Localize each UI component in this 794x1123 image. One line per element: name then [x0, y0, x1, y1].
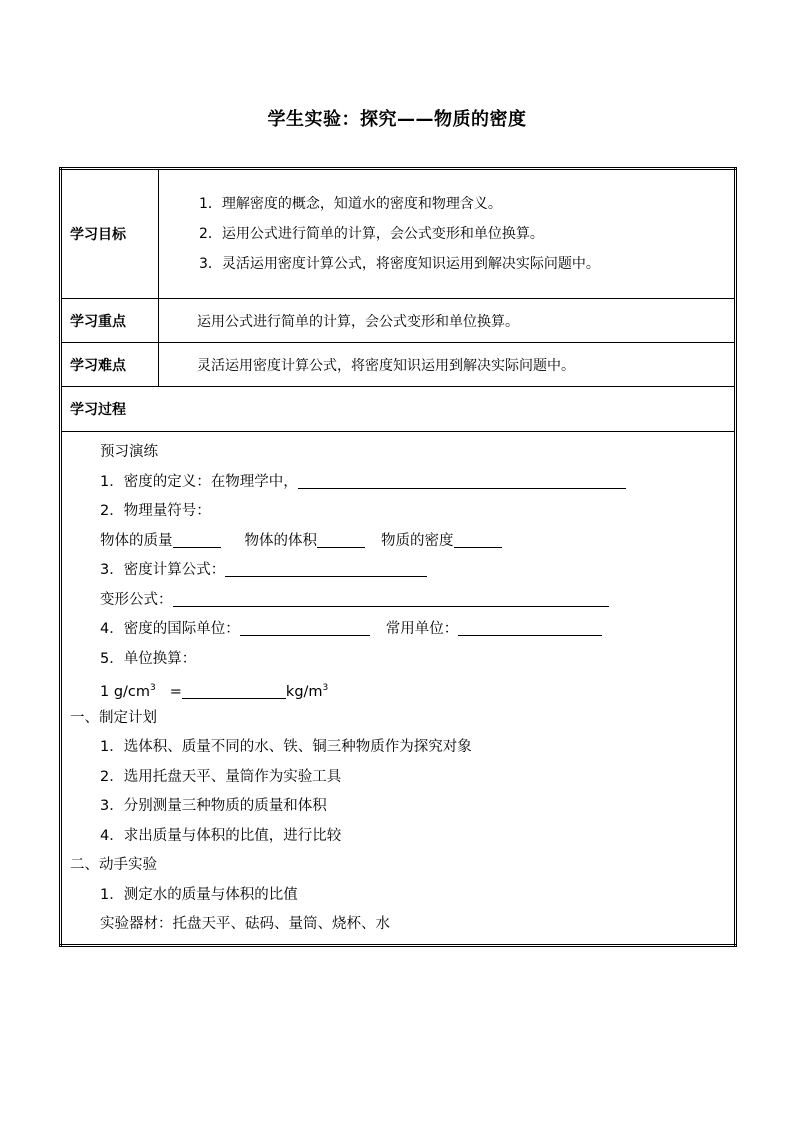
- equals-sign: =: [169, 683, 182, 700]
- conversion-right: kg/m: [285, 683, 323, 700]
- blank-field[interactable]: [454, 531, 502, 548]
- blank-field[interactable]: [182, 682, 286, 699]
- blank-field[interactable]: [173, 590, 609, 607]
- objectives-list: [159, 169, 736, 299]
- equipment-list: 实验器材：托盘天平、砝码、量筒、烧杯、水: [100, 916, 390, 932]
- volume-label: 物体的体积: [244, 532, 317, 549]
- difficulties-text: 灵活运用密度计算公式，将密度知识运用到解决实际问题中。: [159, 343, 736, 387]
- objectives-header: 学习目标: [61, 169, 159, 299]
- plan-item: 2．选用托盘天平、量筒作为实验工具: [100, 768, 342, 785]
- key-points-row: [61, 299, 736, 343]
- blank-field[interactable]: [240, 619, 370, 636]
- key-points-text: 运用公式进行简单的计算，会公式变形和单位换算。: [159, 299, 736, 343]
- cube-superscript: 3: [150, 683, 156, 693]
- key-points-header: 学习重点: [61, 299, 159, 343]
- variant-label: 变形公式：: [100, 591, 173, 608]
- preview-title: 预习演练: [100, 444, 158, 460]
- question-4: [62, 615, 734, 645]
- section-1-title: 一、制定计划: [70, 709, 157, 726]
- process-header-row: [61, 387, 736, 432]
- question-3-text: 3．密度计算公式：: [100, 562, 226, 578]
- blank-field[interactable]: [225, 560, 427, 577]
- experiment-1: 1．测定水的质量与体积的比值: [100, 886, 298, 903]
- objectives-row: [61, 169, 736, 299]
- question-2-symbols: [62, 527, 734, 557]
- study-table: [59, 167, 737, 947]
- process-body: [61, 432, 736, 946]
- common-unit-label: 常用单位：: [385, 621, 459, 637]
- objective-item: 3．灵活运用密度计算公式，将密度知识运用到解决实际问题中。: [199, 256, 600, 272]
- question-1: [62, 468, 734, 498]
- question-1-text: 1．密度的定义：在物理学中，: [100, 473, 298, 490]
- difficulties-row: [61, 343, 736, 387]
- plan-item: 3．分别测量三种物质的质量和体积: [100, 798, 327, 814]
- page-title: 学生实验：探究——物质的密度: [267, 109, 527, 130]
- question-5: 5．单位换算：: [100, 650, 197, 667]
- unit-conversion: [62, 674, 734, 704]
- objective-item: 1．理解密度的概念，知道水的密度和物理含义。: [199, 196, 502, 212]
- question-2: 2．物理量符号：: [100, 503, 211, 519]
- process-header: 学习过程: [61, 387, 736, 432]
- question-3: [62, 556, 734, 586]
- plan-item: 1．选体积、质量不同的水、铁、铜三种物质作为探究对象: [100, 739, 472, 755]
- si-unit-label: 4．密度的国际单位：: [100, 621, 240, 637]
- objective-item: 2．运用公式进行简单的计算，会公式变形和单位换算。: [199, 226, 544, 242]
- process-body-row: [61, 432, 736, 946]
- mass-label: 物体的质量: [100, 532, 173, 549]
- blank-field[interactable]: [317, 531, 365, 548]
- blank-field[interactable]: [458, 619, 602, 636]
- plan-item: 4．求出质量与体积的比值，进行比较: [100, 827, 342, 844]
- conversion-left: 1 g/cm: [100, 683, 151, 700]
- blank-field[interactable]: [298, 472, 626, 489]
- question-3-variant: [62, 586, 734, 616]
- cube-superscript: 3: [322, 683, 329, 693]
- section-2-title: 二、动手实验: [70, 857, 157, 873]
- difficulties-header: 学习难点: [61, 343, 159, 387]
- blank-field[interactable]: [173, 531, 221, 548]
- density-label: 物质的密度: [381, 532, 454, 549]
